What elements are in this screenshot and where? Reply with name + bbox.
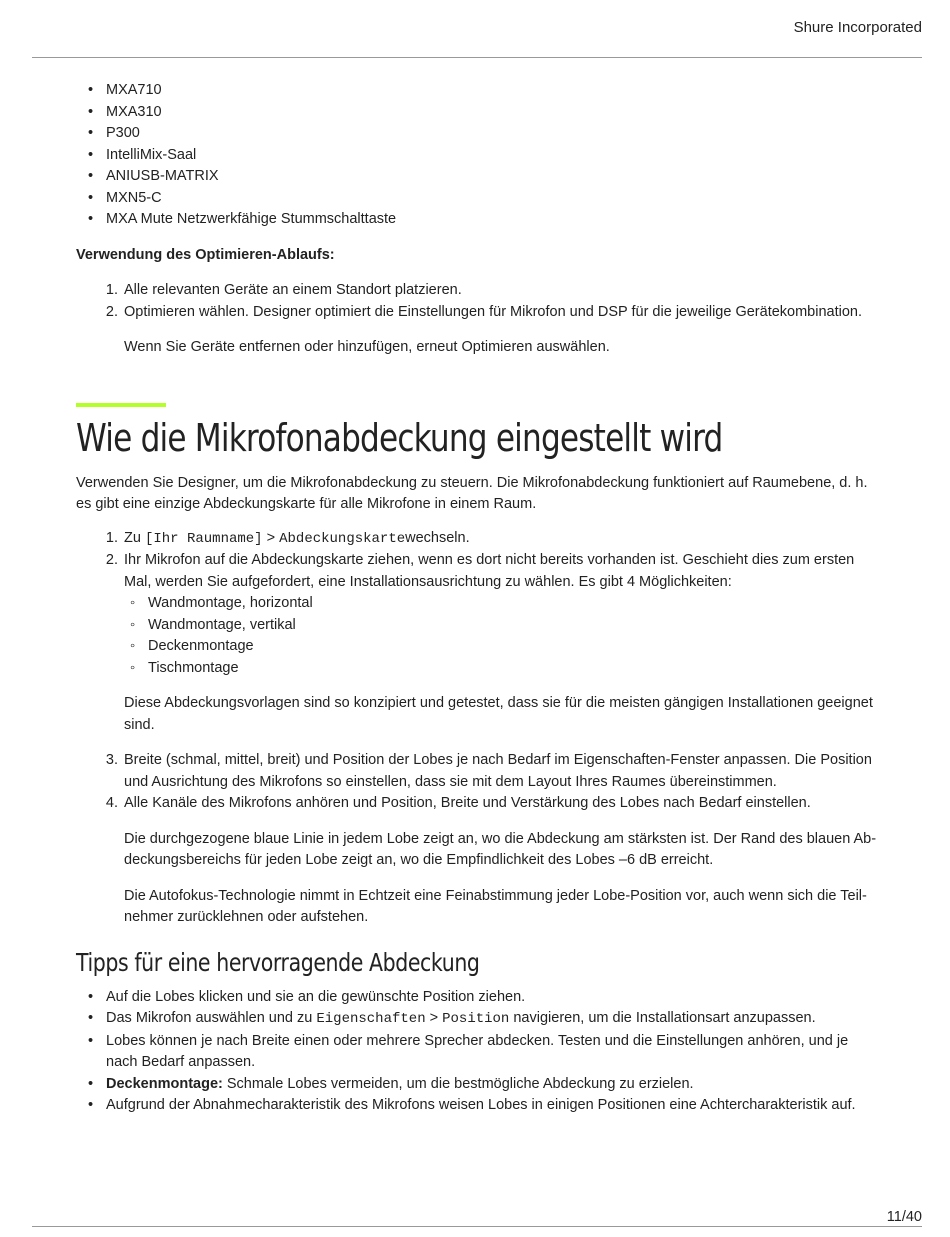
list-item: 1. Alle relevanten Geräte an einem Standort platzieren.	[105, 282, 462, 298]
tip-text: Schmale Lobes vermeiden, um die bestmögliche Abdeckung zu erzielen.	[222, 1075, 694, 1092]
list-item: 2. Optimieren wählen. Designer optimiert die Einstellungen für Mikrofon und DSP für die jeweilige Gerätekombination.	[105, 303, 862, 320]
subsection-title: Tipps für eine hervorragende Abdeckung	[76, 947, 480, 977]
position-code: Position	[442, 1011, 510, 1027]
path-separator: >	[262, 529, 280, 546]
list-item: 3. Breite (schmal, mittel, breit) und Position der Lobes je nach Bedarf im Eigenschaften-Fenster anpassen. Die Position und Ausrichtung des Mikrofons so einstellen, dass sie mit dem Layout Ihres Raumes übereinstimmen.	[105, 752, 872, 790]
list-item: • P300	[76, 123, 878, 145]
list-item	[76, 1008, 878, 1031]
list-item: 1. Zu [Ihr Raumname] > Abdeckungskartewechseln.	[105, 529, 470, 547]
list-item: • MXA710	[76, 80, 878, 102]
footer-divider	[32, 1226, 922, 1227]
coverage-map-code: Abdeckungskarte	[279, 530, 406, 547]
page-content	[76, 80, 878, 1117]
coverage-steps	[76, 528, 878, 929]
list-item: • Lobes können je nach Breite einen oder mehrere Sprecher abdecken. Testen und die Einstellungen anhören, und je nach Bedarf anpassen.	[76, 1031, 878, 1074]
optimize-heading: Verwendung des Optimieren-Ablaufs:	[76, 246, 335, 263]
tip-suffix: navigieren, um die Installationsart anzupassen.	[509, 1010, 816, 1026]
page-number: 11/40	[886, 1209, 922, 1225]
step-text: Breite (schmal, mittel, breit) und Position der Lobes je nach Bedarf im Eigenschaften-Fenster anpassen. Die Position und Ausrichtung des Mikrofons so einstellen, dass sie mit dem Layout Ihres Raumes übereinstimmen.	[124, 752, 872, 790]
tips-list	[76, 987, 878, 1117]
list-item: • Auf die Lobes klicken und sie an die gewünschte Position ziehen.	[76, 987, 878, 1009]
list-item: • ANIUSB-MATRIX	[76, 166, 878, 188]
optimize-steps	[76, 280, 878, 323]
room-name-code: [Ihr Raumname]	[144, 530, 263, 547]
list-item: • MXA310	[76, 102, 878, 124]
properties-code: Eigenschaften	[316, 1011, 426, 1027]
tip-prefix: Das Mikrofon auswählen und zu	[106, 1010, 317, 1026]
mount-options-list	[124, 593, 878, 679]
step-prefix: Zu	[124, 529, 145, 546]
optimize-note: Wenn Sie Geräte entfernen oder hinzufügen, erneut Optimieren auswählen.	[124, 339, 610, 355]
device-list	[76, 80, 878, 231]
list-item: • MXN5-C	[76, 188, 878, 210]
list-item: ◦ Wandmontage, horizontal	[124, 593, 878, 615]
step-note: Die Autofokus-Technologie nimmt in Echtzeit eine Feinabstimmung jeder Lobe-Position vor, auch wenn sich die Teilnehmer zurücklehnen oder aufstehen.	[124, 887, 867, 925]
step-text: Alle Kanäle des Mikrofons anhören und Position, Breite und Verstärkung des Lobes nach Bedarf einstellen.	[124, 795, 811, 811]
step-note: Diese Abdeckungsvorlagen sind so konzipiert und getestet, dass sie für die meisten gängigen Installationen geeignet sind.	[124, 695, 873, 733]
step-note: Die durchgezogene blaue Linie in jedem Lobe zeigt an, wo die Abdeckung am stärksten ist. Der Rand des blauen Abdeckungsbereichs für jeden Lobe zeigt an, wo die Empfindlichkeit des Lobes –6 dB erreicht.	[124, 830, 877, 868]
header-company: Shure Incorporated	[793, 19, 922, 36]
list-item: ◦ Wandmontage, vertikal	[124, 615, 878, 637]
step-text: Ihr Mikrofon auf die Abdeckungskarte ziehen, wenn es dort nicht bereits vorhanden ist. Geschieht dies zum ersten Mal, werden Sie aufgefordert, eine Installationsausrichtung zu wählen. Es gibt 4 Möglichkeiten:	[124, 552, 855, 590]
list-item: ◦ Deckenmontage	[124, 636, 878, 658]
step-text: Alle relevanten Geräte an einem Standort platzieren.	[124, 282, 462, 298]
list-item: ◦ Tischmontage	[124, 658, 878, 680]
section-accent-bar	[76, 403, 166, 407]
list-item	[76, 1074, 878, 1096]
list-item: 4. Alle Kanäle des Mikrofons anhören und Position, Breite und Verstärkung des Lobes nach Bedarf einstellen. Die durchgezogene blaue Linie in jedem Lobe zeigt an, wo die Abdeckung am stärksten ist. Der Rand des blauen Abdeckungsbereichs für jeden Lobe zeigt an, wo die Empfindlichkeit des Lobes –6 dB erreicht. Die Autofokus-Technologie nimmt in Echtzeit eine Feinabstimmung jeder Lobe-Position vor, auch wenn sich die Teilnehmer zurücklehnen oder aufstehen.	[76, 793, 878, 929]
step-text: Optimieren wählen. Designer optimiert die Einstellungen für Mikrofon und DSP für die jeweilige Gerätekombination.	[124, 303, 862, 320]
section-title: Wie die Mikrofonabdeckung eingestellt wird	[76, 415, 723, 460]
step-suffix: wechseln.	[405, 529, 470, 546]
list-item: • IntelliMix-Saal	[76, 145, 878, 167]
section-intro: Verwenden Sie Designer, um die Mikrofonabdeckung zu steuern. Die Mikrofonabdeckung funktioniert auf Raumebene, d. h. es gibt eine einzige Abdeckungskarte für alle Mikrofone in einem Raum.	[76, 474, 868, 512]
header-divider	[32, 57, 922, 58]
list-item: • Aufgrund der Abnahmecharakteristik des Mikrofons weisen Lobes in einigen Positionen eine Achtercharakteristik auf.	[76, 1095, 878, 1117]
path-separator: >	[425, 1010, 443, 1026]
tip-bold-label: Deckenmontage:	[106, 1075, 223, 1092]
list-item: 2. Ihr Mikrofon auf die Abdeckungskarte ziehen, wenn es dort nicht bereits vorhanden ist. Geschieht dies zum ersten Mal, werden Sie aufgefordert, eine Installationsausrichtung zu wählen. Es gibt 4 Möglichkeiten: ◦ Wandmontage, horizontal ◦ Wandmontage, vertikal ◦ Deckenmontage ◦ Tischmontage Diese Abdeckungsvorlagen sind so konzipiert und getestet, dass sie für die meisten gängigen Installationen geeignet sind.	[76, 550, 878, 736]
list-item: • MXA Mute Netzwerkfähige Stummschalttaste	[76, 209, 878, 231]
